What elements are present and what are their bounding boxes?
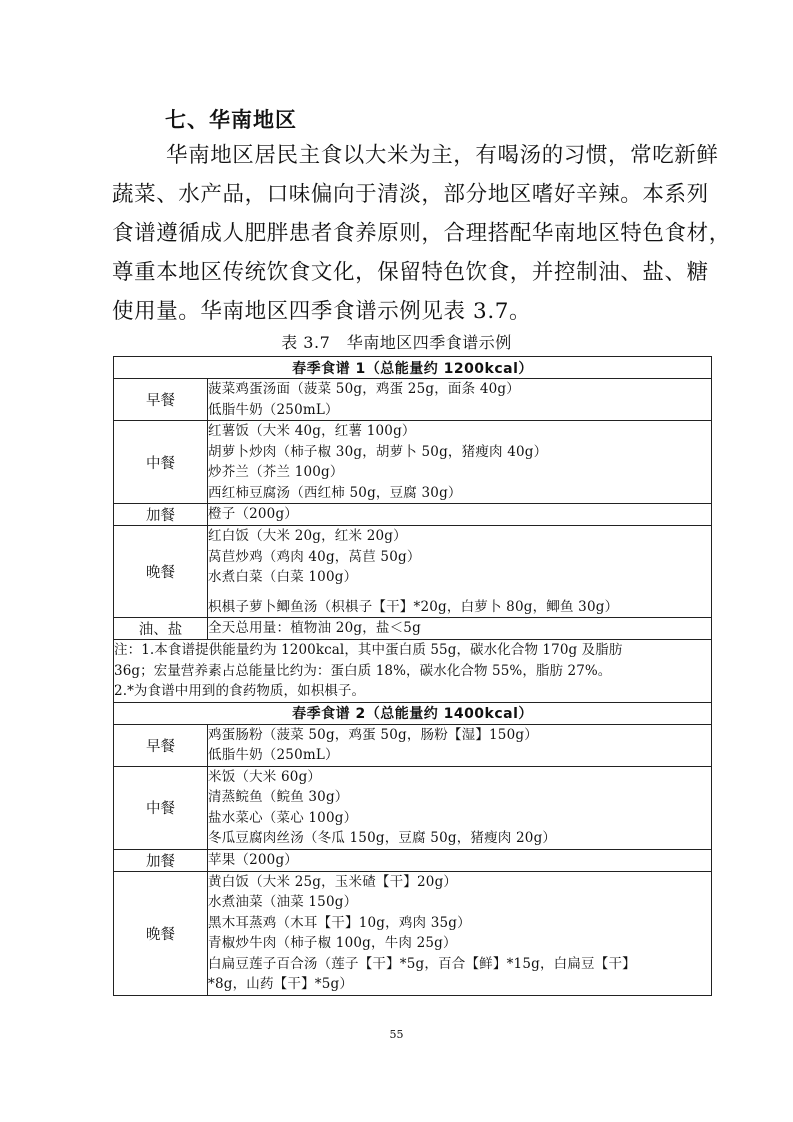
table-caption: 表 3.7 华南地区四季食谱示例 (281, 333, 512, 352)
paragraph-line: 尊重本地区传统饮食文化，保留特色饮食，并控制油、盐、糖 (112, 260, 709, 285)
dish-item: *8g，山药【干】*5g） (208, 976, 354, 992)
note-line: 注：1.本食谱提供能量约为 1200kcal，其中蛋白质 55g，碳水化合物 170g 及脂肪 (114, 642, 623, 658)
menu-notes (114, 640, 712, 703)
meal-name: 中餐 (114, 421, 208, 504)
meal-row-dinner (114, 526, 712, 618)
page-number: 55 (389, 1028, 404, 1041)
meal-items (208, 618, 712, 640)
menu-notes-row (114, 640, 712, 703)
meal-items (208, 421, 712, 504)
meal-row-breakfast (114, 379, 712, 421)
meal-name: 中餐 (114, 766, 208, 849)
dish-item: 清蒸鲩鱼（鲩鱼 30g） (208, 789, 349, 805)
dish-item: 苹果（200g） (208, 851, 299, 868)
meal-row-lunch (114, 766, 712, 849)
meal-name: 早餐 (114, 724, 208, 766)
menu-title: 春季食谱 2（总能量约 1400kcal） (114, 702, 712, 724)
meal-name: 油、盐 (114, 618, 208, 640)
note-line: 2.*为食谱中用到的食药物质，如枳椇子。 (114, 683, 366, 699)
dish-item: 米饭（大米 60g） (208, 768, 322, 785)
paragraph-line: 使用量。华南地区四季食谱示例见表 3.7。 (112, 299, 532, 324)
dish-item: 橙子（200g） (208, 506, 299, 523)
meal-items (208, 871, 712, 995)
note-line: 36g；宏量营养素占总能量比约为：蛋白质 18%，碳水化合物 55%，脂肪 27%。 (114, 662, 612, 679)
meal-items (208, 526, 712, 618)
menu-header-row (114, 702, 712, 724)
meal-row-breakfast (114, 724, 712, 766)
dish-item: 黑木耳蒸鸡（木耳【干】10g，鸡肉 35g） (208, 914, 471, 931)
meal-name: 晚餐 (114, 526, 208, 618)
dish-item: 胡萝卜炒肉（柿子椒 30g，胡萝卜 50g，猪瘦肉 40g） (208, 443, 548, 460)
dish-item: 全天总用量：植物油 20g，盐＜5g (208, 620, 421, 637)
dish-item: 青椒炒牛肉（柿子椒 100g，牛肉 25g） (208, 935, 457, 951)
dish-item: 水煮油菜（油菜 150g） (208, 894, 358, 910)
meal-items (208, 849, 712, 871)
meal-name: 加餐 (114, 504, 208, 526)
intro-paragraph (112, 136, 731, 331)
dish-item: 盐水菜心（菜心 100g） (208, 809, 358, 826)
dish-item: 低脂牛奶（250mL） (208, 401, 339, 418)
menu-table (113, 356, 712, 996)
paragraph-line: 华南地区居民主食以大米为主，有喝汤的习惯，常吃新鲜 (166, 143, 719, 168)
meal-row-oil-salt (114, 618, 712, 640)
dish-item: 低脂牛奶（250mL） (208, 747, 339, 763)
meal-items (208, 766, 712, 849)
menu-header-row (114, 357, 712, 379)
meal-name: 早餐 (114, 379, 208, 421)
meal-items (208, 504, 712, 526)
dish-item: 炒芥兰（芥兰 100g） (208, 464, 344, 480)
meal-row-lunch (114, 421, 712, 504)
paragraph-line: 蔬菜、水产品，口味偏向于清淡，部分地区嗜好辛辣。本系列 (112, 182, 709, 207)
dish-item: 冬瓜豆腐肉丝汤（冬瓜 150g，豆腐 50g，猪瘦肉 20g） (208, 830, 557, 846)
meal-row-snack (114, 504, 712, 526)
dish-item: 水煮白菜（白菜 100g） (208, 569, 358, 585)
meal-items (208, 724, 712, 766)
dish-item: 红薯饭（大米 40g，红薯 100g） (208, 423, 416, 439)
meal-row-dinner (114, 871, 712, 995)
dish-item: 鸡蛋肠粉（菠菜 50g，鸡蛋 50g，肠粉【湿】150g） (208, 726, 538, 743)
dish-item: 黄白饭（大米 25g，玉米碴【干】20g） (208, 873, 458, 890)
section-heading: 七、华南地区 (165, 108, 297, 132)
dish-item: 红白饭（大米 20g，红米 20g） (208, 528, 407, 544)
paragraph-line: 食谱遵循成人肥胖患者食养原则，合理搭配华南地区特色食材， (112, 221, 731, 246)
meal-items (208, 379, 712, 421)
dish-item: 莴苣炒鸡（鸡肉 40g，莴苣 50g） (208, 548, 421, 565)
dish-item: 菠菜鸡蛋汤面（菠菜 50g，鸡蛋 25g，面条 40g） (208, 381, 520, 397)
dish-item: 白扁豆莲子百合汤（莲子【干】*5g，百合【鲜】*15g，白扁豆【干】 (208, 955, 636, 972)
dish-item: 西红柿豆腐汤（西红柿 50g，豆腐 30g） (208, 484, 462, 501)
dish-item: 枳椇子萝卜鲫鱼汤（枳椇子【干】*20g，白萝卜 80g，鲫鱼 30g） (208, 598, 619, 615)
meal-name: 晚餐 (114, 871, 208, 995)
meal-name: 加餐 (114, 849, 208, 871)
menu-title: 春季食谱 1（总能量约 1200kcal） (114, 357, 712, 379)
meal-row-snack (114, 849, 712, 871)
